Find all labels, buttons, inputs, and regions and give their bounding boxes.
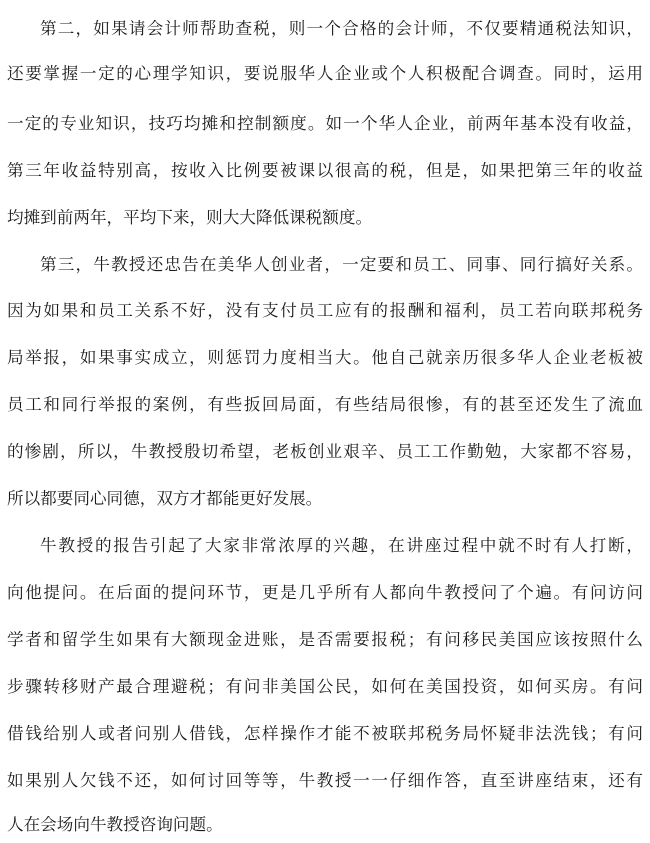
paragraph-3-line-5: 借钱给别人或者问别人借钱，怎样操作才能不被联邦税务局怀疑非法洗钱；有问	[7, 724, 643, 743]
paragraph-3-line-3: 学者和留学生如果有大额现金进账，是否需要报税；有问移民美国应该按照什么	[7, 630, 643, 649]
paragraph-2-line-4: 员工和同行举报的案例，有些扳回局面，有些结局很惨，有的甚至还发生了流血	[7, 395, 643, 414]
paragraph-2-line-1: 第三，牛教授还忠告在美华人创业者，一定要和员工、同事、同行搞好关系。	[40, 255, 643, 274]
paragraph-3-line-6: 如果别人欠钱不还，如何讨回等等，牛教授一一仔细作答，直至讲座结束，还有	[7, 771, 643, 790]
paragraph-1-line-3: 一定的专业知识，技巧均摊和控制额度。如一个华人企业，前两年基本没有收益，	[7, 114, 643, 133]
paragraph-3-line-4: 步骤转移财产最合理避税；有问非美国公民，如何在美国投资，如何买房。有问	[7, 677, 643, 696]
paragraph-2-line-2: 因为如果和员工关系不好，没有支付员工应有的报酬和福利，员工若向联邦税务	[7, 301, 643, 320]
paragraph-1-line-4: 第三年收益特别高，按收入比例要被课以很高的税，但是，如果把第三年的收益	[7, 161, 643, 180]
paragraph-3-line-7: 人在会场向牛教授咨询问题。	[7, 815, 223, 834]
paragraph-1-line-1: 第二，如果请会计师帮助查税，则一个合格的会计师，不仅要精通税法知识，	[40, 19, 643, 38]
paragraph-2-line-5: 的惨剧，所以，牛教授殷切希望，老板创业艰辛、员工工作勤勉，大家都不容易，	[7, 442, 643, 461]
paragraph-2-line-6: 所以都要同心同德，双方才都能更好发展。	[7, 489, 323, 508]
paragraph-3-line-1: 牛教授的报告引起了大家非常浓厚的兴趣，在讲座过程中就不时有人打断，	[40, 536, 643, 555]
paragraph-2-line-3: 局举报，如果事实成立，则惩罚力度相当大。他自己就亲历很多华人企业老板被	[7, 348, 643, 367]
paragraph-1-line-2: 还要掌握一定的心理学知识，要说服华人企业或个人积极配合调查。同时，运用	[7, 64, 643, 83]
paragraph-1-line-5: 均摊到前两年，平均下来，则大大降低课税额度。	[7, 208, 373, 227]
paragraph-3-line-2: 向他提问。在后面的提问环节，更是几乎所有人都向牛教授问了个遍。有问访问	[7, 583, 643, 602]
